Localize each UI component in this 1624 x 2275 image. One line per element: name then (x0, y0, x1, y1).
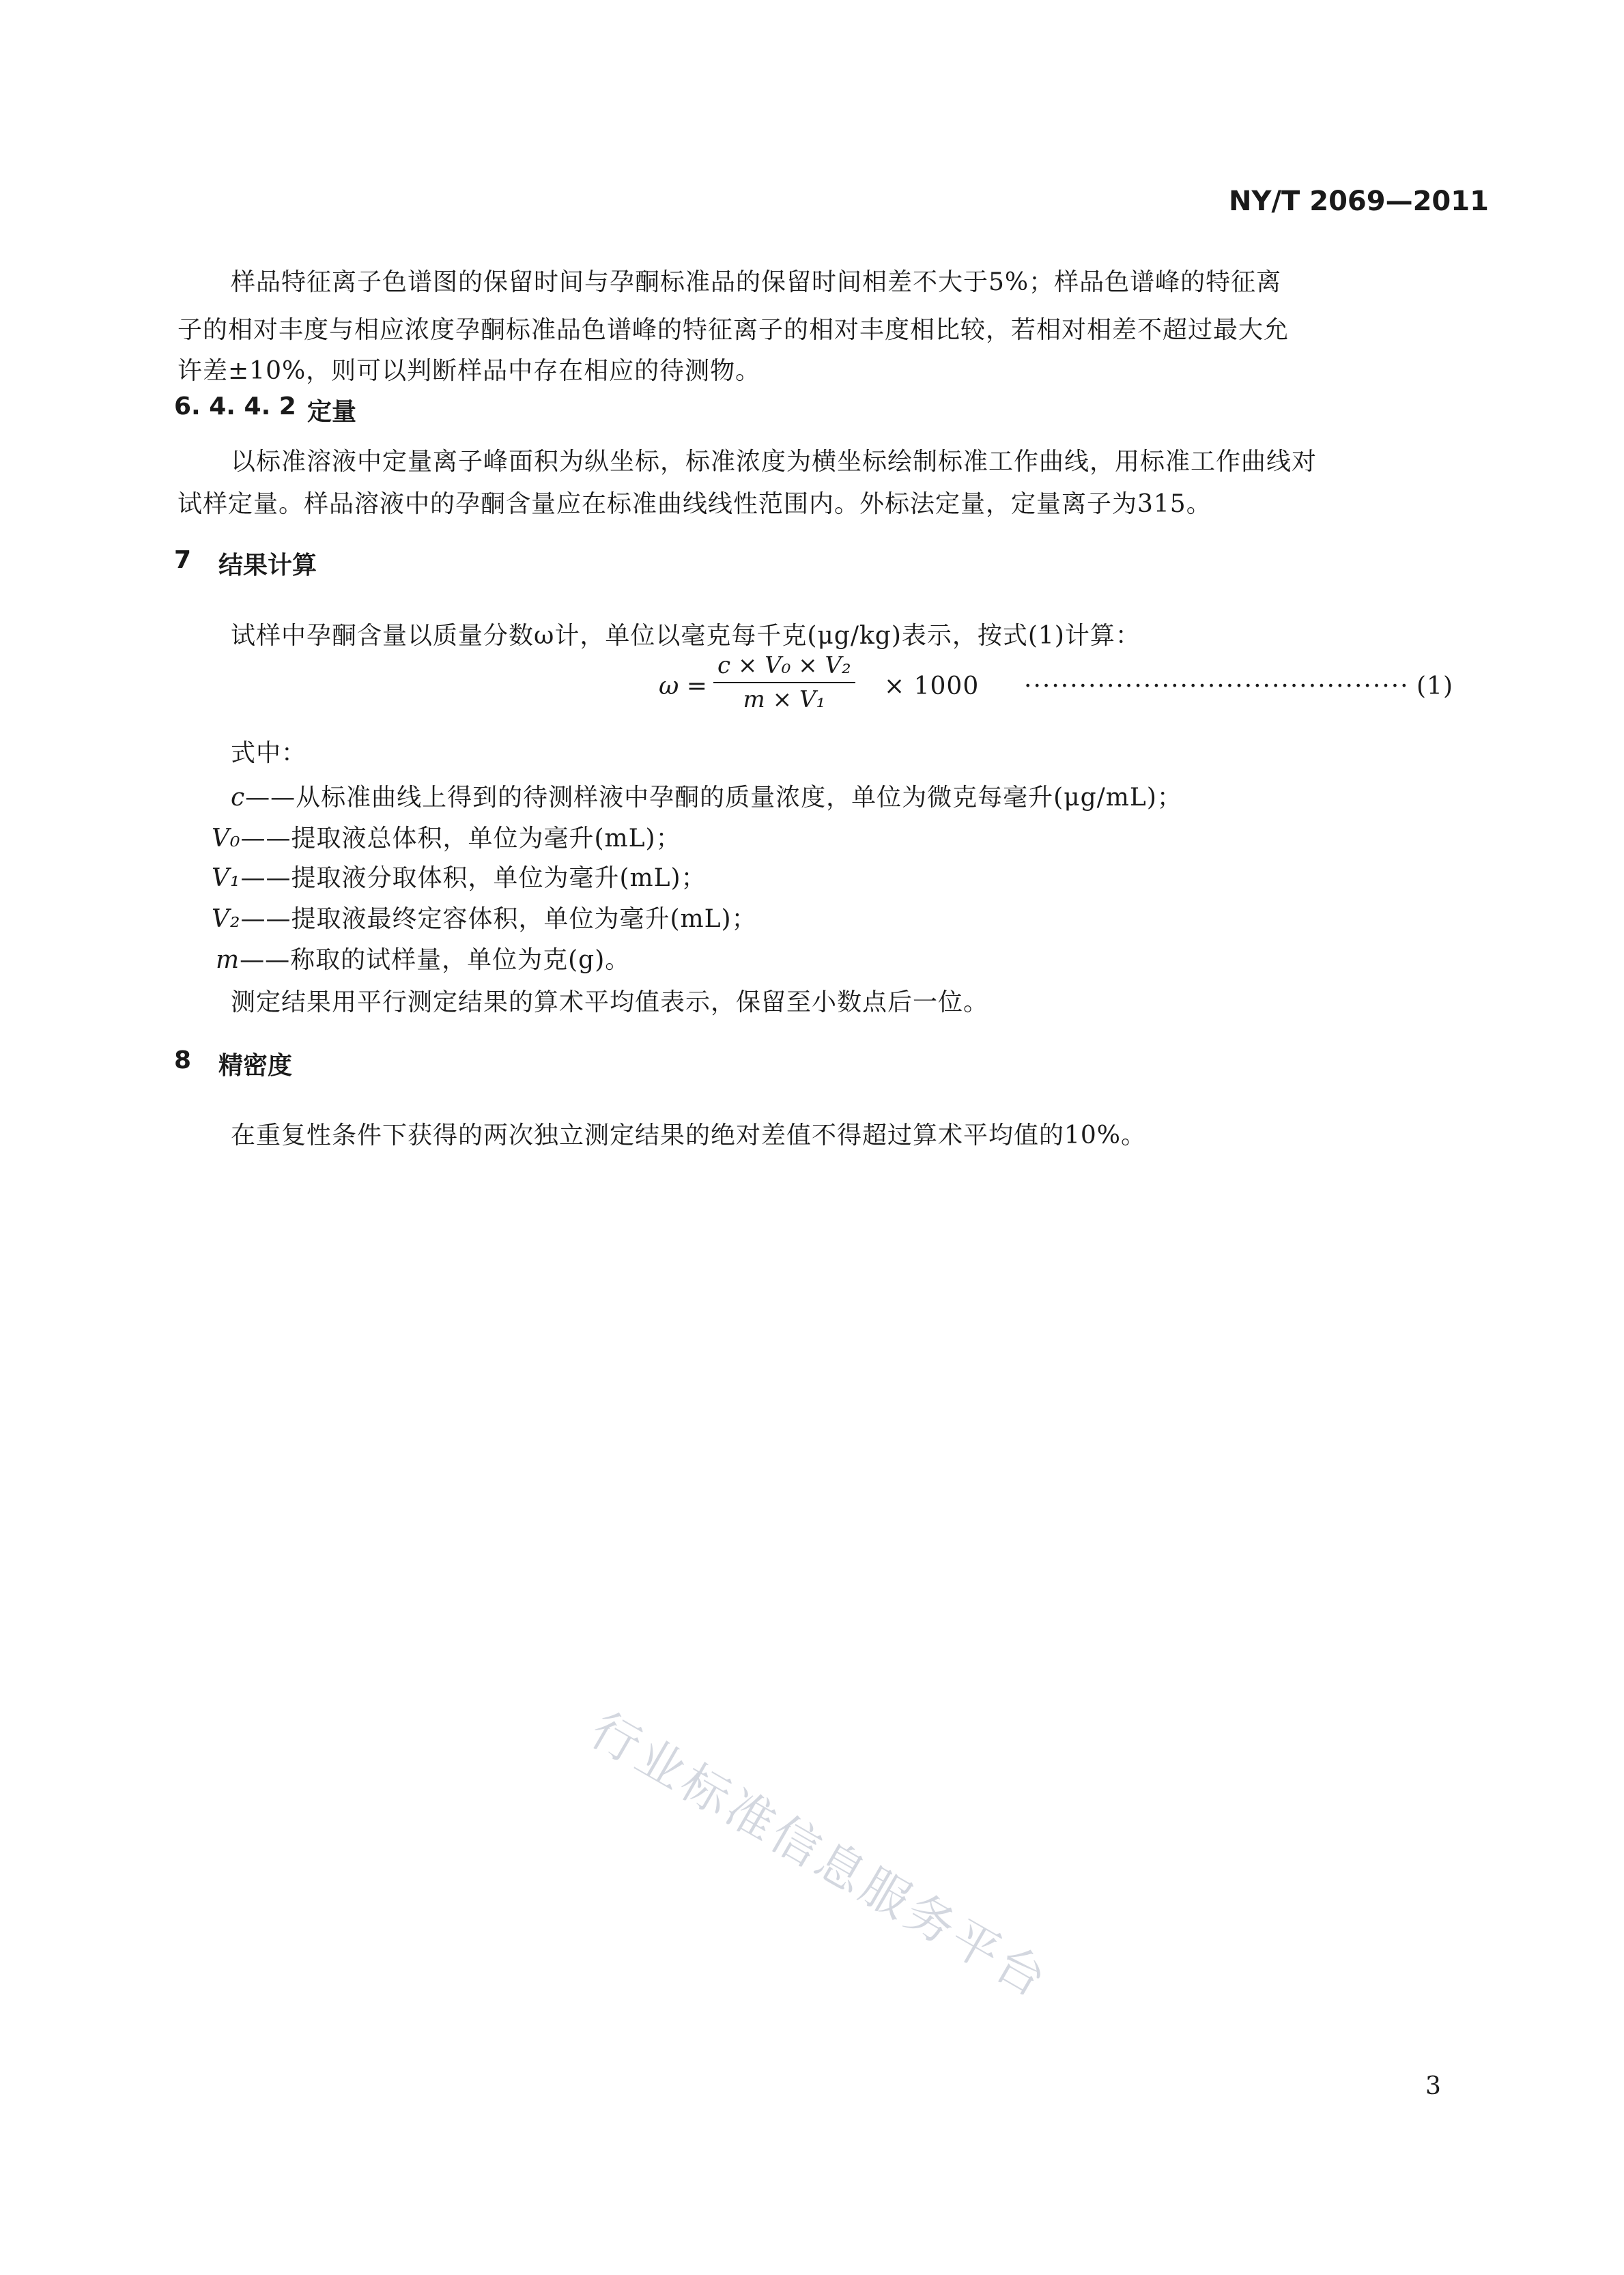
variable-definition (212, 819, 681, 854)
standard-code: NY/T 2069—2011 (1229, 186, 1489, 217)
formula-multiplier: × 1000 (884, 672, 980, 700)
paragraph-line: 以标准溶液中定量离子峰面积为纵坐标，标准浓度为横坐标绘制标准工作曲线，用标准工作曲线对 (231, 448, 1317, 476)
section-number: 7 (174, 546, 192, 574)
equation-number: (1) (1416, 672, 1453, 700)
formula-numerator: c × V₀ × V₂ (717, 652, 851, 679)
formula-leader-dots: ·········································· (1024, 672, 1410, 700)
variable-definition (231, 778, 1182, 813)
variable-description: ——提取液分取体积，单位为毫升(mL)； (240, 864, 707, 892)
variable-symbol: V₂ (212, 905, 241, 933)
where-label: 式中： (231, 739, 307, 767)
section-title: 精密度 (218, 1052, 293, 1080)
variable-definition (216, 941, 630, 975)
paragraph-line: 试样定量。样品溶液中的孕酮含量应在标准曲线线性范围内。外标法定量，定量离子为315。 (177, 490, 1212, 518)
paragraph-line: 测定结果用平行测定结果的算术平均值表示，保留至小数点后一位。 (231, 988, 989, 1016)
page-number: 3 (1425, 2072, 1442, 2100)
paragraph-line: 样品特征离子色谱图的保留时间与孕酮标准品的保留时间相差不大于5%；样品色谱峰的特征离 (231, 268, 1282, 296)
variable-description: ——称取的试样量，单位为克(g)。 (240, 946, 631, 974)
section-number: 8 (174, 1046, 192, 1074)
fraction-bar (713, 682, 855, 683)
variable-symbol: V₁ (212, 864, 241, 892)
formula-denominator: m × V₁ (743, 686, 826, 713)
paragraph-line: 许差±10%，则可以判断样品中存在相应的待测物。 (177, 357, 761, 385)
watermark: 行业标准信息服务平台 (581, 1701, 1059, 2010)
section-title: 定量 (307, 398, 357, 426)
paragraph-line: 试样中孕酮含量以质量分数ω计，单位以毫克每千克(μg/kg)表示，按式(1)计算： (231, 622, 1141, 650)
paragraph-line: 子的相对丰度与相应浓度孕酮标准品色谱峰的特征离子的相对丰度相比较，若相对相差不超过最大允 (177, 316, 1290, 344)
variable-symbol: V₀ (212, 825, 241, 853)
variable-symbol: m (216, 946, 240, 974)
variable-symbol: c (231, 784, 246, 812)
variable-description: ——从标准曲线上得到的待测样液中孕酮的质量浓度，单位为微克每毫升(μg/mL)； (245, 784, 1182, 812)
formula-fraction (713, 652, 855, 713)
variable-definition (212, 900, 757, 934)
formula-lhs: ω = (659, 672, 707, 700)
section-number: 6. 4. 4. 2 (174, 392, 296, 420)
variable-description: ——提取液总体积，单位为毫升(mL)； (240, 825, 681, 853)
variable-definition (212, 859, 707, 893)
section-title: 结果计算 (218, 552, 317, 580)
variable-description: ——提取液最终定容体积，单位为毫升(mL)； (240, 905, 757, 933)
paragraph-line: 在重复性条件下获得的两次独立测定结果的绝对差值不得超过算术平均值的10%。 (231, 1121, 1147, 1149)
